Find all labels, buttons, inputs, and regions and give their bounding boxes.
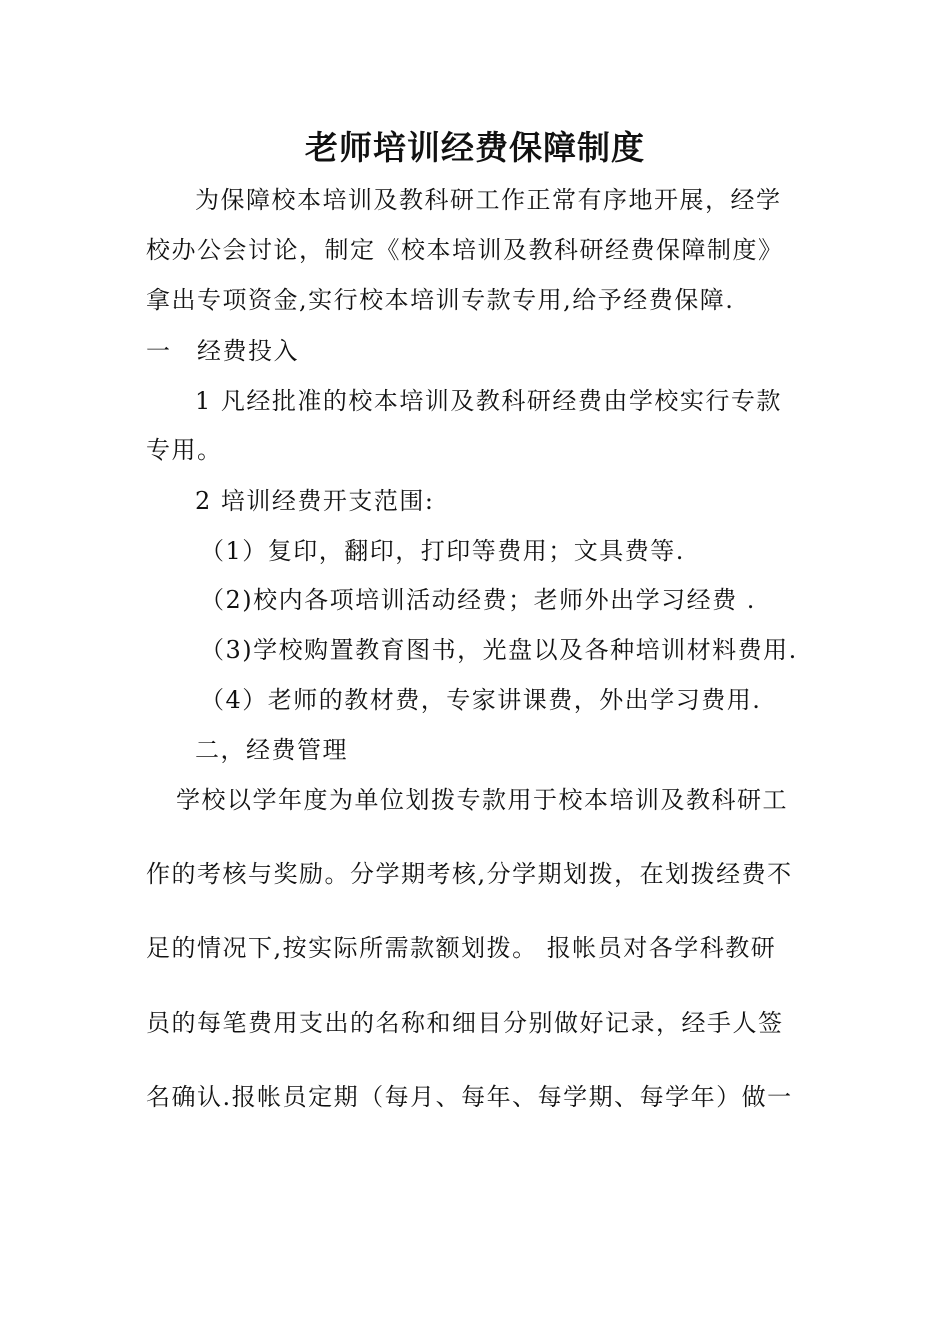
list-item: （2)校内各项培训活动经费；老师外出学习经费 .	[200, 586, 756, 614]
document-title: 老师培训经费保障制度	[305, 128, 645, 167]
paragraph-line: 学校以学年度为单位划拨专款用于校本培训及教科研工	[176, 786, 788, 814]
paragraph-line: 校办公会讨论，制定《校本培训及教科研经费保障制度》	[146, 236, 784, 264]
list-item: （4）老师的教材费，专家讲课费，外出学习费用.	[200, 686, 762, 714]
list-item: （3)学校购置教育图书，光盘以及各种培训材料费用.	[200, 636, 798, 664]
section-heading: 一 经费投入	[146, 337, 299, 365]
paragraph-line: 2 培训经费开支范围:	[195, 487, 435, 515]
paragraph-line: 员的每笔费用支出的名称和细目分别做好记录，经手人签	[146, 1009, 784, 1037]
paragraph-line: 作的考核与奖励。分学期考核,分学期划拨，在划拨经费不	[146, 860, 793, 888]
paragraph-line: 名确认.报帐员定期（每月、每年、每学期、每学年）做一	[146, 1083, 793, 1111]
paragraph-line: 为保障校本培训及教科研工作正常有序地开展，经学	[195, 186, 782, 214]
paragraph-line: 专用。	[146, 436, 223, 464]
paragraph-line: 1 凡经批准的校本培训及教科研经费由学校实行专款	[195, 387, 782, 415]
list-item: （1）复印，翻印，打印等费用；文具费等.	[200, 537, 685, 565]
paragraph-line: 拿出专项资金,实行校本培训专款专用,给予经费保障.	[146, 286, 735, 314]
paragraph-line: 足的情况下,按实际所需款额划拨。 报帐员对各学科教研	[146, 934, 777, 962]
section-heading: 二，经费管理	[195, 736, 348, 764]
